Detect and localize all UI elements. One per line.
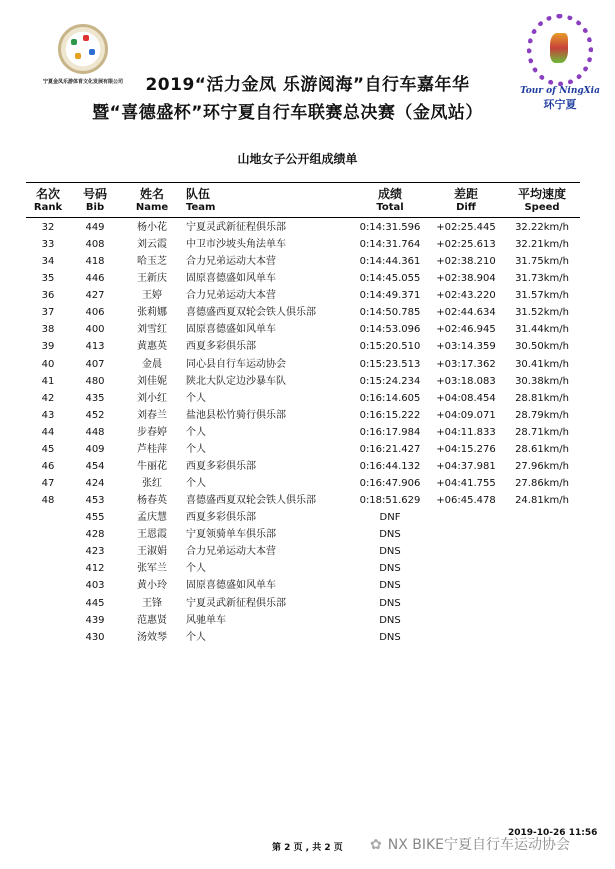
cell-team: 个人 <box>186 392 206 404</box>
cell-speed: 27.96km/h <box>515 460 569 472</box>
organizer-caption: 宁夏金凤乐游体育文化发展有限公司 <box>42 79 123 85</box>
results-subtitle: 山地女子公开组成绩单 <box>237 152 358 166</box>
cell-name: 黄小玲 <box>137 580 167 592</box>
cell-diff: +02:38.904 <box>436 273 496 285</box>
logo-text-cn: 环宁夏 <box>543 98 577 111</box>
cell-team: 喜德盛西夏双轮会铁人俱乐部 <box>186 307 316 319</box>
cell-total: 0:16:44.132 <box>359 460 421 472</box>
table-row <box>0 253 615 270</box>
cell-bib: 449 <box>85 222 105 233</box>
cell-team: 宁夏灵武新征程俱乐部 <box>186 222 286 233</box>
cell-total: 0:14:49.371 <box>359 290 421 302</box>
cell-total: 0:16:15.222 <box>359 409 421 421</box>
cell-diff: +03:14.359 <box>436 341 496 353</box>
table-row <box>0 509 615 526</box>
table-row <box>0 492 615 509</box>
cell-diff: +03:18.083 <box>436 375 496 387</box>
cell-speed: 31.73km/h <box>515 273 569 285</box>
cell-total: 0:18:51.629 <box>359 495 421 507</box>
table-row <box>0 287 615 304</box>
cell-total: 0:14:44.361 <box>359 256 421 268</box>
cell-team: 合力兄弟运动大本营 <box>186 256 276 268</box>
cell-rank: 38 <box>41 324 55 336</box>
table-row <box>0 407 615 424</box>
cell-diff: +06:45.478 <box>436 495 496 507</box>
cell-bib: 423 <box>85 546 105 558</box>
cell-bib: 448 <box>85 426 105 438</box>
cell-team: 固原喜德盛如风单车 <box>186 273 276 285</box>
cell-total: DNS <box>379 614 401 626</box>
cell-speed: 30.38km/h <box>515 375 569 387</box>
cell-bib: 406 <box>85 307 105 319</box>
cell-total: 0:14:31.596 <box>359 222 421 233</box>
cell-name: 杨小花 <box>137 222 167 233</box>
cell-speed: 31.57km/h <box>515 290 569 302</box>
cell-name: 王恩霞 <box>137 529 167 541</box>
cell-total: 0:14:31.764 <box>359 239 421 251</box>
logo-text-en: Tour of NingXia <box>520 86 600 96</box>
table-row <box>0 270 615 287</box>
cell-bib: 455 <box>85 512 105 524</box>
cell-team: 西夏多彩俱乐部 <box>186 341 256 353</box>
cell-speed: 28.71km/h <box>515 426 569 438</box>
table-row <box>0 219 615 236</box>
cell-team: 同心县自行车运动协会 <box>186 358 286 370</box>
cell-diff: +02:44.634 <box>436 307 496 319</box>
cell-name: 汤效琴 <box>137 631 167 643</box>
column-header-speed-en: Speed <box>524 202 560 213</box>
cell-diff: +04:15.276 <box>436 443 496 455</box>
cell-bib: 445 <box>85 597 105 609</box>
cell-name: 王新庆 <box>137 273 167 285</box>
cell-rank: 37 <box>41 307 55 319</box>
table-row <box>0 577 615 594</box>
cell-speed: 30.50km/h <box>515 341 569 353</box>
cell-name: 金晨 <box>142 358 162 370</box>
page-number: 第 2 页 , 共 2 页 <box>272 843 343 853</box>
cell-total: DNS <box>379 529 401 541</box>
cell-bib: 454 <box>85 460 105 472</box>
cell-rank: 46 <box>41 460 55 472</box>
table-row <box>0 236 615 253</box>
cell-team: 个人 <box>186 478 206 490</box>
cell-diff: +03:17.362 <box>436 358 496 370</box>
cell-team: 个人 <box>186 563 206 575</box>
cell-team: 喜德盛西夏双轮会铁人俱乐部 <box>186 495 316 507</box>
table-header-rule <box>26 217 580 218</box>
table-row <box>0 338 615 355</box>
cell-name: 刘雪红 <box>137 324 167 336</box>
cell-rank: 34 <box>41 256 55 268</box>
cell-total: 0:16:21.427 <box>359 443 421 455</box>
cell-rank: 44 <box>41 426 55 438</box>
cell-bib: 418 <box>85 256 105 268</box>
column-header-diff-en: Diff <box>456 202 476 213</box>
cell-name: 刘小红 <box>137 392 167 404</box>
table-row <box>0 356 615 373</box>
table-row <box>0 526 615 543</box>
table-row <box>0 424 615 441</box>
cell-bib: 453 <box>85 495 105 507</box>
column-header-rank-cn: 名次 <box>35 187 60 201</box>
cell-name: 王淑娟 <box>137 546 167 558</box>
cell-total: 0:15:23.513 <box>359 358 421 370</box>
table-row <box>0 441 615 458</box>
cell-bib: 424 <box>85 478 105 490</box>
cell-rank: 43 <box>41 409 55 421</box>
column-header-team-cn: 队伍 <box>186 187 211 201</box>
cell-total: DNF <box>379 512 401 524</box>
cell-name: 孟庆慧 <box>137 512 167 524</box>
cell-name: 黄惠英 <box>137 341 167 353</box>
cell-diff: +04:37.981 <box>436 460 496 472</box>
title-line-1: 2019“活力金凤 乐游阅海”自行车嘉年华 <box>145 75 470 95</box>
column-header-total-en: Total <box>376 202 404 213</box>
cell-team: 宁夏领骑单车俱乐部 <box>186 529 276 541</box>
seal-icon <box>58 24 108 74</box>
cell-name: 王婷 <box>142 290 162 302</box>
cell-bib: 430 <box>85 631 105 643</box>
column-header-bib-en: Bib <box>85 202 105 213</box>
cell-team: 固原喜德盛如风单车 <box>186 580 276 592</box>
cell-total: 0:16:14.605 <box>359 392 421 404</box>
cell-diff: +04:09.071 <box>436 409 496 421</box>
cell-total: DNS <box>379 563 401 575</box>
cell-bib: 428 <box>85 529 105 541</box>
cell-total: 0:16:47.906 <box>359 478 421 490</box>
cell-name: 刘春兰 <box>137 409 167 421</box>
cell-bib: 408 <box>85 239 105 251</box>
cell-diff: +04:08.454 <box>436 392 496 404</box>
cell-team: 固原喜德盛如风单车 <box>186 324 276 336</box>
cell-speed: 31.52km/h <box>515 307 569 319</box>
cell-rank: 45 <box>41 443 55 455</box>
table-row <box>0 595 615 612</box>
table-row <box>0 321 615 338</box>
table-row <box>0 629 615 646</box>
table-row <box>0 390 615 407</box>
cell-name: 刘佳妮 <box>137 375 167 387</box>
column-header-total-cn: 成绩 <box>377 187 402 201</box>
cell-bib: 400 <box>85 324 105 336</box>
cell-speed: 30.41km/h <box>515 358 569 370</box>
cell-total: 0:15:24.234 <box>359 375 421 387</box>
cell-name: 张军兰 <box>137 563 167 575</box>
table-row <box>0 304 615 321</box>
cell-speed: 28.81km/h <box>515 392 569 404</box>
cell-team: 西夏多彩俱乐部 <box>186 460 256 472</box>
column-header-speed-cn: 平均速度 <box>517 187 566 201</box>
cell-total: 0:16:17.984 <box>359 426 421 438</box>
cell-rank: 35 <box>41 273 55 285</box>
cell-total: DNS <box>379 597 401 609</box>
table-row <box>0 373 615 390</box>
cell-rank: 47 <box>41 478 55 490</box>
cell-rank: 36 <box>41 290 55 302</box>
cell-total: 0:14:53.096 <box>359 324 421 336</box>
cell-team: 个人 <box>186 426 206 438</box>
cell-speed: 32.22km/h <box>515 222 569 233</box>
cell-team: 盐池县松竹骑行俱乐部 <box>186 409 286 421</box>
print-timestamp: 2019-10-26 11:56 <box>508 828 598 838</box>
column-header-team-en: Team <box>186 202 216 213</box>
column-header-name-en: Name <box>135 202 169 213</box>
cell-total: DNS <box>379 631 401 643</box>
cell-team: 合力兄弟运动大本营 <box>186 546 276 558</box>
cell-diff: +04:11.833 <box>436 426 496 438</box>
cell-rank: 42 <box>41 392 55 404</box>
cell-bib: 480 <box>85 375 105 387</box>
cell-diff: +02:46.945 <box>436 324 496 336</box>
cell-name: 杨春英 <box>137 495 167 507</box>
cell-rank: 41 <box>41 375 55 387</box>
cell-team: 中卫市沙坡头角法单车 <box>186 239 286 251</box>
table-row <box>0 475 615 492</box>
cell-diff: +02:25.445 <box>436 222 496 233</box>
cell-name: 范惠贤 <box>137 614 167 626</box>
cell-name: 刘云霞 <box>137 239 167 251</box>
cell-name: 芦桂萍 <box>137 443 167 455</box>
column-header-diff-cn: 差距 <box>453 187 478 201</box>
cell-diff: +02:38.210 <box>436 256 496 268</box>
cell-speed: 27.86km/h <box>515 478 569 490</box>
cell-speed: 28.61km/h <box>515 443 569 455</box>
cell-team: 个人 <box>186 631 206 643</box>
column-header-name-cn: 姓名 <box>139 187 164 201</box>
cell-bib: 409 <box>85 443 105 455</box>
cell-diff: +02:43.220 <box>436 290 496 302</box>
cell-rank: 48 <box>41 495 55 507</box>
column-header-rank-en: Rank <box>33 202 63 213</box>
table-row <box>0 543 615 560</box>
cell-total: 0:14:45.055 <box>359 273 421 285</box>
wechat-icon: ✿ <box>370 837 382 853</box>
cell-bib: 452 <box>85 409 105 421</box>
cell-name: 哈玉芝 <box>137 256 167 268</box>
table-row <box>0 612 615 629</box>
cell-bib: 446 <box>85 273 105 285</box>
cell-rank: 32 <box>41 222 55 233</box>
cell-team: 个人 <box>186 443 206 455</box>
cell-rank: 39 <box>41 341 55 353</box>
cell-bib: 439 <box>85 614 105 626</box>
cell-speed: 24.81km/h <box>515 495 569 507</box>
cell-name: 王锋 <box>142 597 162 609</box>
cell-bib: 412 <box>85 563 105 575</box>
cell-team: 宁夏灵武新征程俱乐部 <box>186 597 286 609</box>
cell-bib: 413 <box>85 341 105 353</box>
cell-bib: 407 <box>85 358 105 370</box>
cell-total: DNS <box>379 546 401 558</box>
cell-speed: 32.21km/h <box>515 239 569 251</box>
title-line-2: 暨“喜德盛杯”环宁夏自行车联赛总决赛（金凤站） <box>92 103 483 123</box>
cell-name: 张莉娜 <box>137 307 167 319</box>
watermark-text: NX BIKE宁夏自行车运动协会 <box>387 837 571 853</box>
table-row <box>0 560 615 577</box>
cell-bib: 403 <box>85 580 105 592</box>
cell-team: 陕北大队定边沙暴车队 <box>186 375 286 387</box>
table-top-rule <box>26 182 580 183</box>
cell-team: 合力兄弟运动大本营 <box>186 290 276 302</box>
cell-team: 风驰单车 <box>186 614 226 626</box>
cell-speed: 31.75km/h <box>515 256 569 268</box>
cell-speed: 31.44km/h <box>515 324 569 336</box>
cell-speed: 28.79km/h <box>515 409 569 421</box>
cell-diff: +02:25.613 <box>436 239 496 251</box>
cell-total: 0:14:50.785 <box>359 307 421 319</box>
cell-name: 张红 <box>142 478 162 490</box>
cell-bib: 427 <box>85 290 105 302</box>
cell-diff: +04:41.755 <box>436 478 496 490</box>
cell-team: 西夏多彩俱乐部 <box>186 512 256 524</box>
column-header-bib-cn: 号码 <box>82 187 107 201</box>
cell-bib: 435 <box>85 392 105 404</box>
cell-name: 牛丽花 <box>137 460 167 472</box>
table-row <box>0 458 615 475</box>
cell-rank: 40 <box>41 358 55 370</box>
cell-rank: 33 <box>41 239 55 251</box>
cell-total: 0:15:20.510 <box>359 341 421 353</box>
cell-name: 步春婷 <box>137 426 167 438</box>
cell-total: DNS <box>379 580 401 592</box>
